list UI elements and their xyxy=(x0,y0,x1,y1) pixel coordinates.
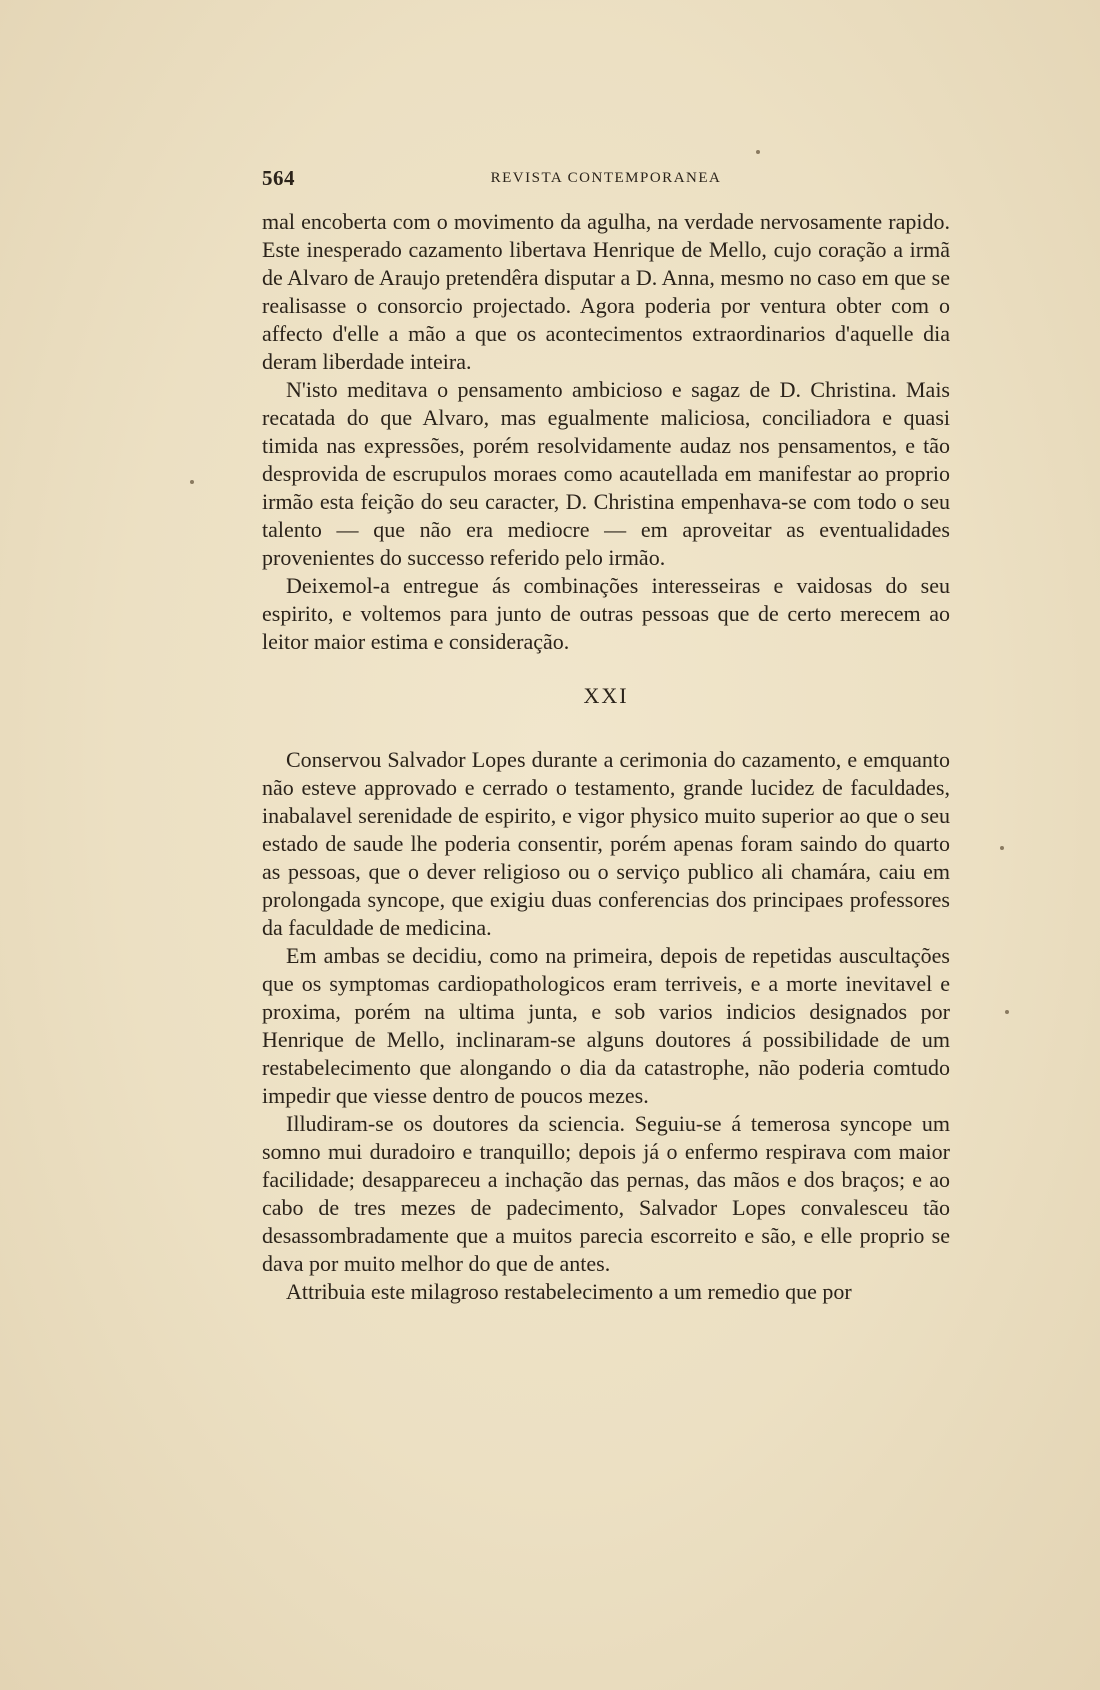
running-head xyxy=(262,166,950,194)
page-number: 564 xyxy=(262,166,295,190)
paper-speck xyxy=(756,150,760,154)
paragraph: Conservou Salvador Lopes durante a cerimonia do cazamento, e emquanto não esteve approvado e cerrado o testamento, grande lucidez de faculdades, inabalavel serenidade de espirito, e vigor physico muito superior ao que o seu estado de saude lhe poderia consentir, porém apenas foram saindo do quarto as pessoas, que o dever religioso ou o serviço publico ali chamára, caiu em prolongada syncope, que exigiu duas conferencias dos principaes professores da faculdade de medicina. xyxy=(262,747,950,940)
paper-speck xyxy=(1005,1010,1009,1014)
paragraph: mal encoberta com o movimento da agulha, na verdade nervosamente rapido. Este inesperado cazamento libertava Henrique de Mello, cujo coração a irmã de Alvaro de Araujo pretendêra disputar a D. Anna, mesmo no caso em que se realisasse o consorcio projectado. Agora poderia por ventura obter com o affecto d'elle a mão a que os acontecimentos extraordinarios d'aquelle dia deram liberdade inteira. xyxy=(262,209,950,374)
journal-title: REVISTA CONTEMPORANEA xyxy=(490,170,722,186)
paper-speck xyxy=(190,480,194,484)
paragraph: Attribuia este milagroso restabelecimento a um remedio que por xyxy=(286,1279,852,1304)
paragraph: Deixemol-a entregue ás combinações interesseiras e vaidosas do seu espirito, e voltemos para junto de outras pessoas que de certo merecem ao leitor maior estima e consideração. xyxy=(262,573,950,654)
paragraph: N'isto meditava o pensamento ambicioso e sagaz de D. Christina. Mais recatada do que Alvaro, mas egualmente maliciosa, conciliadora e quasi timida nas expressões, porém resolvidamente audaz nos pensamentos, e tão desprovida de escrupulos moraes como acautellada em manifestar ao proprio irmão esta feição do seu caracter, D. Christina empenhava-se com todo o seu talento — que não era mediocre — em aproveitar as eventualidades provenientes do successo referido pelo irmão. xyxy=(262,377,950,570)
paper-speck xyxy=(1000,846,1004,850)
body-text xyxy=(262,208,950,1306)
chapter-heading: XXI xyxy=(583,683,629,708)
paragraph: Em ambas se decidiu, como na primeira, depois de repetidas auscultações que os symptomas cardiopathologicos eram terriveis, e a morte inevitavel e proxima, porém na ultima junta, e sob varios indicios designados por Henrique de Mello, inclinaram-se alguns doutores á possibilidade de um restabelecimento que alongando o dia da catastrophe, não poderia comtudo impedir que viesse dentro de poucos mezes. xyxy=(262,943,950,1108)
paragraph: Illudiram-se os doutores da sciencia. Seguiu-se á temerosa syncope um somno mui duradoiro e tranquillo; depois já o enfermo respirava com maior facilidade; desappareceu a inchação das pernas, das mãos e dos braços; e ao cabo de tres mezes de padecimento, Salvador Lopes convalesceu tão desassombradamente que a muitos parecia escorreito e são, e elle proprio se dava por muito melhor do que de antes. xyxy=(262,1111,950,1276)
